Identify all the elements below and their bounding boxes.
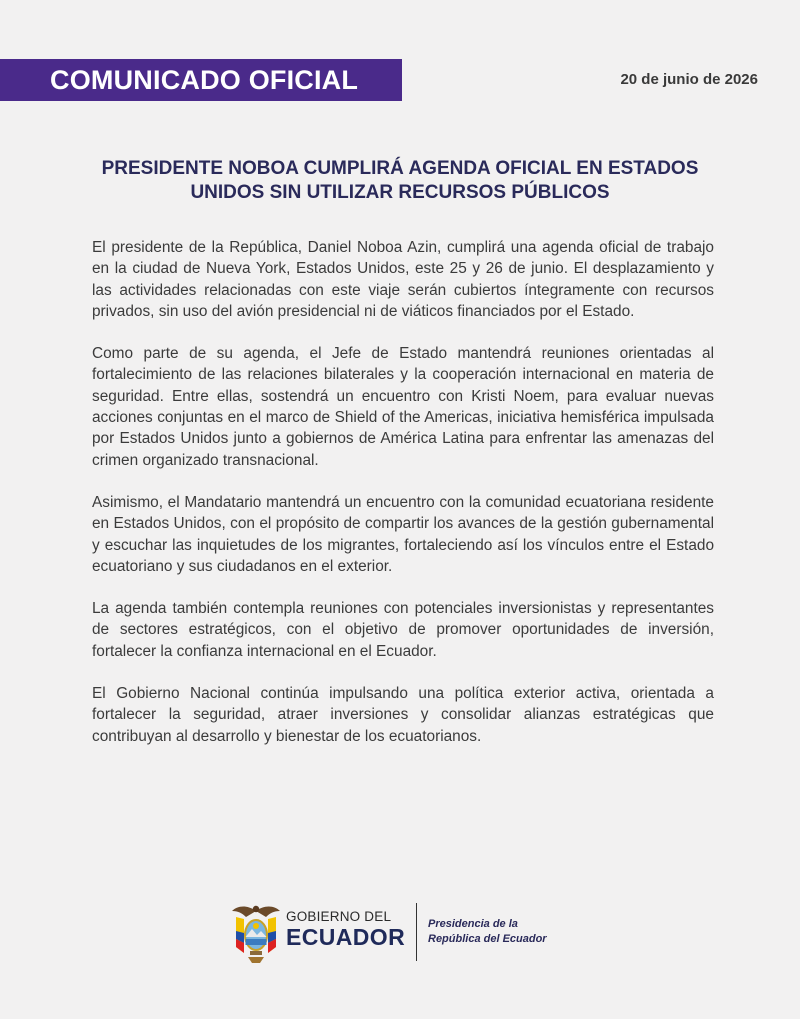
header-banner bbox=[0, 59, 402, 101]
paragraph-1: El presidente de la República, Daniel Noboa Azin, cumplirá una agenda oficial de trabajo en la ciudad de Nueva York, Estados Unidos, este 25 y 26 de junio. El desplazamiento y las actividades relacionadas con este viaje serán cubiertos íntegramente con recursos privados, sin uso del avión presidencial ni de viáticos financiados por el Estado. bbox=[92, 239, 714, 320]
headline bbox=[60, 157, 740, 205]
paragraph-3: Asimismo, el Mandatario mantendrá un encuentro con la comunidad ecuatoriana residente en Estados Unidos, con el propósito de compartir los avances de la gestión gubernamental y escuchar las inquietudes de los migrantes, fortaleciendo así los vínculos entre el Estado ecuatoriano y sus ciudadanos en el exterior. bbox=[92, 493, 714, 575]
footer-logo bbox=[230, 897, 590, 969]
headline-line-2: UNIDOS SIN UTILIZAR RECURSOS PÚBLICOS bbox=[190, 182, 610, 203]
footer-divider bbox=[416, 903, 417, 961]
government-name-line-2: ECUADOR bbox=[286, 924, 406, 950]
release-date: 20 de junio de 2026 bbox=[620, 71, 758, 88]
paragraph-4: La agenda también contempla reuniones con potenciales inversionistas y representantes de sectores estratégicos, con el objetivo de promover oportunidades de inversión, fortalecer la confianza internacional en el Ecuador. bbox=[92, 600, 714, 660]
government-name-line-1: GOBIERNO DEL bbox=[286, 909, 392, 924]
headline-line-1: PRESIDENTE NOBOA CUMPLIRÁ AGENDA OFICIAL EN ESTADOS bbox=[101, 158, 699, 179]
banner-title: COMUNICADO OFICIAL bbox=[50, 64, 359, 95]
presidency-line-1: Presidencia de la bbox=[428, 918, 518, 930]
ecuador-coat-of-arms-icon bbox=[230, 901, 282, 965]
paragraph-5: El Gobierno Nacional continúa impulsando una política exterior activa, orientada a fortalecer la seguridad, atraer inversiones y consolidar alianzas estratégicas que contribuyan al desarrollo y bienestar de los ecuatorianos. bbox=[92, 685, 714, 745]
paragraph-2: Como parte de su agenda, el Jefe de Estado mantendrá reuniones orientadas al fortalecimiento de las relaciones bilaterales y la cooperación internacional en materia de seguridad. Entre ellas, sostendrá un encuentro con Kristi Noem, para evaluar nuevas acciones conjuntas en el marco de Shield of the Americas, iniciativa hemisférica impulsada por Estados Unidos junto a gobiernos de América Latina para enfrentar las amenazas del crimen organizado transnacional. bbox=[92, 345, 714, 469]
presidency-line-2: República del Ecuador bbox=[428, 933, 547, 945]
government-name bbox=[286, 909, 416, 950]
presidency-name bbox=[428, 917, 588, 947]
body-text bbox=[92, 237, 714, 768]
